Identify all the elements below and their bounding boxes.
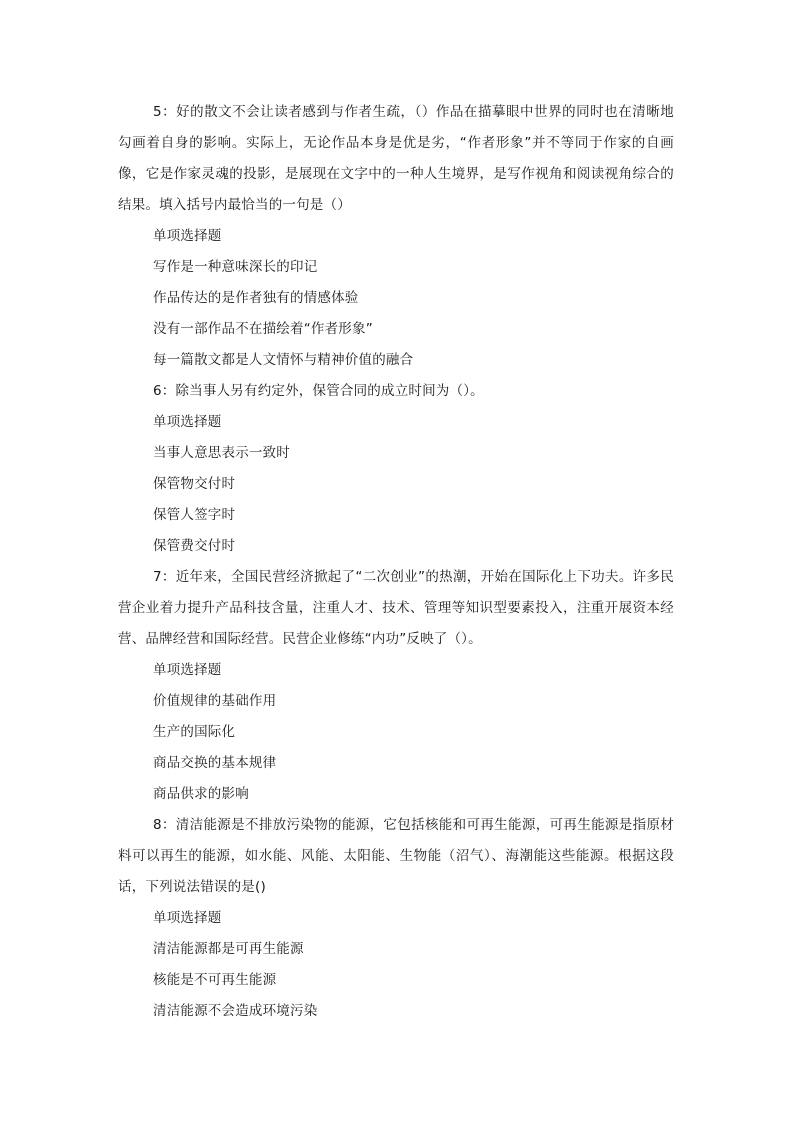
question-6 (118, 376, 674, 562)
answer-option: 没有一部作品不在描绘着“作者形象” (153, 321, 373, 337)
question-5 (118, 97, 674, 376)
question-8 (118, 810, 674, 1027)
question-stem: 8：清洁能源是不排放污染物的能源，它包括核能和可再生能源，可再生能源是指原材料可以再生的能源，如水能、风能、太阳能、生物能（沼气）、海潮能这些能源。根据这段话，下列说法错误的是() (118, 817, 674, 895)
answer-option: 当事人意思表示一致时 (153, 445, 290, 461)
answer-option: 价值规律的基础作用 (153, 693, 277, 709)
question-7 (118, 562, 674, 810)
answer-option: 保管费交付时 (153, 538, 236, 554)
answer-option: 核能是不可再生能源 (153, 972, 277, 988)
answer-option: 商品供求的影响 (153, 786, 249, 802)
question-stem: 6：除当事人另有约定外，保管合同的成立时间为（）。 (153, 383, 484, 399)
answer-option: 清洁能源不会造成环境污染 (153, 1003, 318, 1019)
question-type: 单项选择题 (153, 414, 222, 430)
question-stem: 5：好的散文不会让读者感到与作者生疏，（）作品在描摹眼中世界的同时也在清晰地勾画着自身的影响。实际上，无论作品本身是优是劣，“作者形象”并不等同于作家的自画像，它是作家灵魂的投影，是展现在文字中的一种人生境界，是写作视角和阅读视角综合的结果。填入括号内最恰当的一句是（） (118, 104, 674, 213)
question-type: 单项选择题 (153, 228, 222, 244)
answer-option: 保管物交付时 (153, 476, 236, 492)
answer-option: 生产的国际化 (153, 724, 236, 740)
answer-option: 清洁能源都是可再生能源 (153, 941, 304, 957)
answer-option: 每一篇散文都是人文情怀与精神价值的融合 (153, 352, 414, 368)
question-type: 单项选择题 (153, 662, 222, 678)
answer-option: 商品交换的基本规律 (153, 755, 277, 771)
answer-option: 写作是一种意味深长的印记 (153, 259, 318, 275)
question-stem: 7：近年来，全国民营经济掀起了“二次创业”的热潮，开始在国际化上下功夫。许多民营企业着力提升产品科技含量，注重人才、技术、管理等知识型要素投入，注重开展资本经营、品牌经营和国际经营。民营企业修练“内功”反映了（）。 (118, 569, 674, 647)
answer-option: 作品传达的是作者独有的情感体验 (153, 290, 359, 306)
answer-option: 保管人签字时 (153, 507, 236, 523)
question-type: 单项选择题 (153, 910, 222, 926)
